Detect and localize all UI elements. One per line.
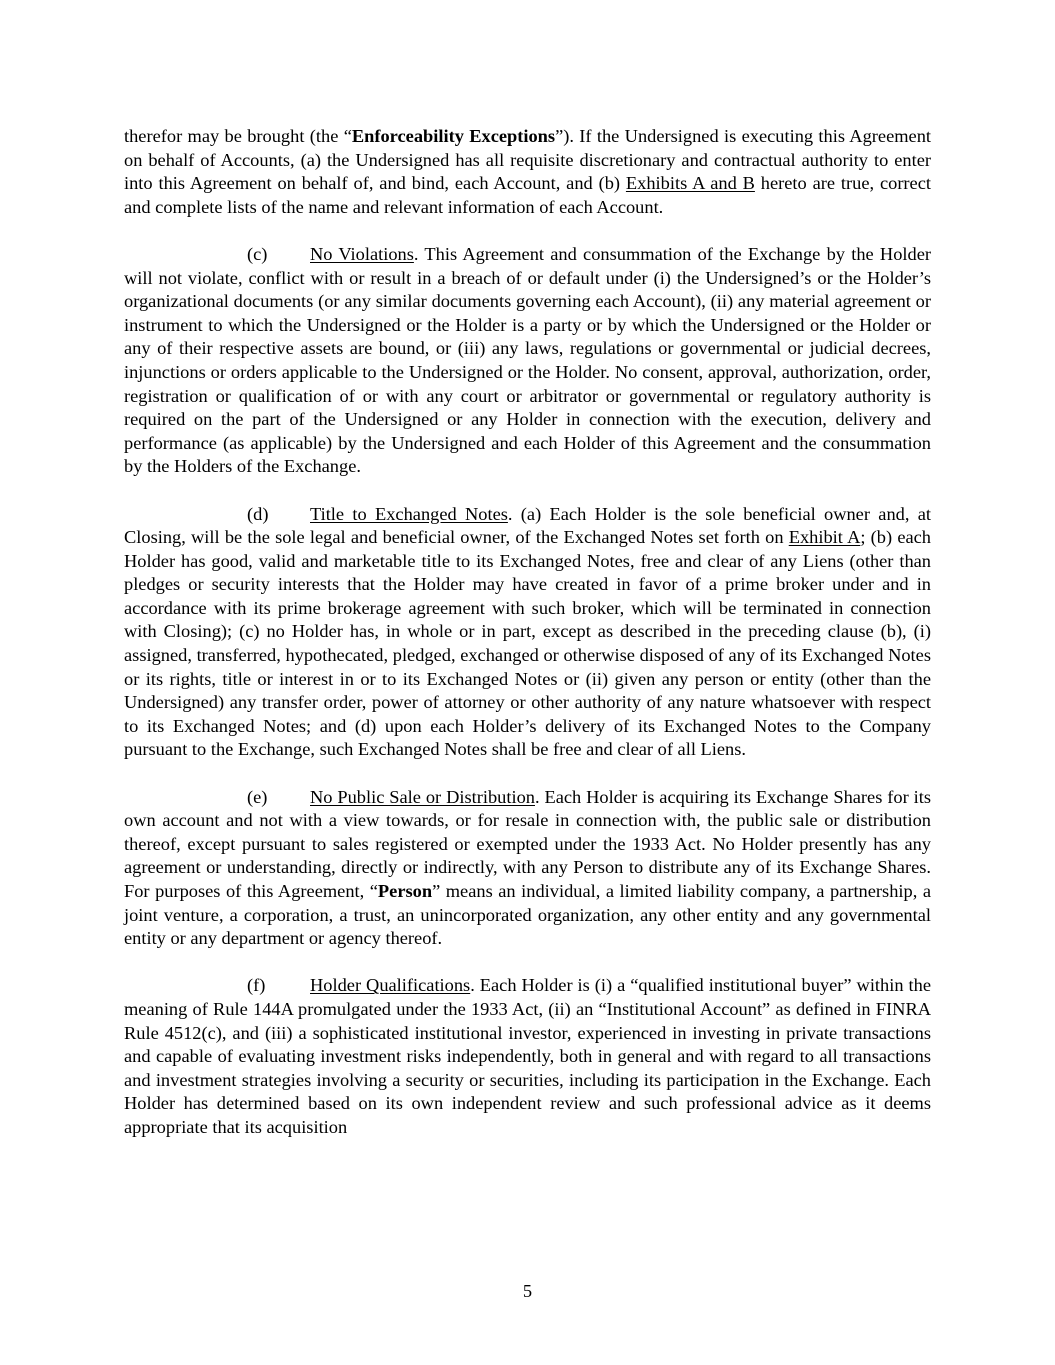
paragraph-text: therefor may be brought (the “	[124, 126, 352, 146]
paragraph-text: ” means an individual, a limited liability company, a partnership, a joint venture, a corporation, a trust, an unincorporated organization, any other entity and any governmental entity or any department or agency thereof.	[124, 881, 931, 949]
document-body	[124, 125, 931, 1163]
paragraph-text: hereto are true, correct and complete lists of the name and relevant information of each Account.	[124, 173, 931, 217]
section-heading-no-violations: No Violations	[310, 243, 414, 264]
paragraph-label: (f)	[247, 975, 266, 996]
paragraph-label: (d)	[247, 503, 269, 524]
section-heading-holder-qualifications: Holder Qualifications	[310, 975, 471, 996]
exhibit-a-reference: Exhibit A	[788, 527, 861, 548]
paragraph-b-continued	[124, 125, 931, 219]
paragraph-f	[124, 974, 931, 1139]
paragraph-e	[124, 786, 931, 951]
paragraph-label: (c)	[247, 243, 268, 264]
paragraph-text: ; (b) each Holder has good, valid and marketable title to its Exchanged Notes, free and clear of any Liens (other than pledges or security interests that the Holder may have created in favor of a prime broker under and in accordance with its prime brokerage agreement with such broker, which will be terminated in connection with Closing); (c) no Holder has, in whole or in part, except as described in the preceding clause (b), (i) assigned, transferred, hypothecated, pledged, exchanged or otherwise disposed of any of its Exchanged Notes or its rights, title or interest in or to its Exchanged Notes or (ii) given any person or entity (other than the Undersigned) any transfer order, power of attorney or other authority of any nature whatsoever with respect to its Exchanged Notes; and (d) upon each Holder’s delivery of its Exchanged Notes to the Company pursuant to the Exchange, such Exchanged Notes shall be free and clear of all Liens.	[124, 527, 932, 760]
paragraph-text: . Each Holder is acquiring its Exchange Shares for its own account and not with a view towards, or for resale in connection with, the public sale or distribution thereof, except pursuant to sales registered or exempted under the 1933 Act. No Holder presently has any agreement or understanding, directly or indirectly, with any Person to distribute any of its Exchange Shares. For purposes of this Agreement, “	[124, 786, 931, 901]
paragraph-text: . Each Holder is (i) a “qualified institutional buyer” within the meaning of Rule 144A promulgated under the 1933 Act, (ii) an “Institutional Account” as defined in FINRA Rule 4512(c), and (iii) a sophisticated institutional investor, experienced in investing in private transactions and capable of evaluating investment risks independently, both in general and with regard to all transactions and investment strategies involving a security or securities, including its participation in the Exchange. Each Holder has determined based on its own independent review and such professional advice as it deems appropriate that its acquisition	[124, 975, 931, 1137]
paragraph-text: . This Agreement and consummation of the Exchange by the Holder will not violate, conflict with or result in a breach of or default under (i) the Undersigned’s or the Holder’s organizational documents (or any similar documents governing each Account), (ii) any material agreement or instrument to which the Undersigned or the Holder is a party or by which the Undersigned or the Holder or any of their respective assets are bound, or (iii) any laws, regulations or governmental or judicial decrees, injunctions or orders applicable to the Undersigned or the Holder. No consent, approval, authorization, order, registration or qualification of or with any court or arbitrator or governmental or regulatory authority is required on the part of the Undersigned or any Holder in connection with the execution, delivery and performance (as applicable) by the Undersigned and each Holder of this Agreement and the consummation by the Holders of the Exchange.	[124, 243, 931, 477]
paragraph-c	[124, 243, 931, 479]
section-heading-title-to-exchanged-notes: Title to Exchanged Notes	[310, 503, 508, 524]
defined-term-enforceability-exceptions: Enforceability Exceptions	[351, 126, 556, 146]
page-number: 5	[522, 1281, 533, 1301]
defined-term-person: Person	[377, 881, 433, 901]
exhibits-reference: Exhibits A and B	[625, 173, 755, 194]
paragraph-d	[124, 503, 931, 763]
paragraph-text: ”). If the Undersigned is executing this Agreement on behalf of Accounts, (a) the Undersigned has all requisite discretionary and contractual authority to enter into this Agreement on behalf of, and bind, each Account, and (b)	[124, 126, 932, 194]
paragraph-label: (e)	[247, 786, 268, 807]
section-heading-no-public-sale: No Public Sale or Distribution	[310, 786, 535, 807]
paragraph-text: . (a) Each Holder is the sole beneficial owner and, at Closing, will be the sole legal and beneficial owner, of the Exchanged Notes set forth on	[124, 503, 932, 548]
